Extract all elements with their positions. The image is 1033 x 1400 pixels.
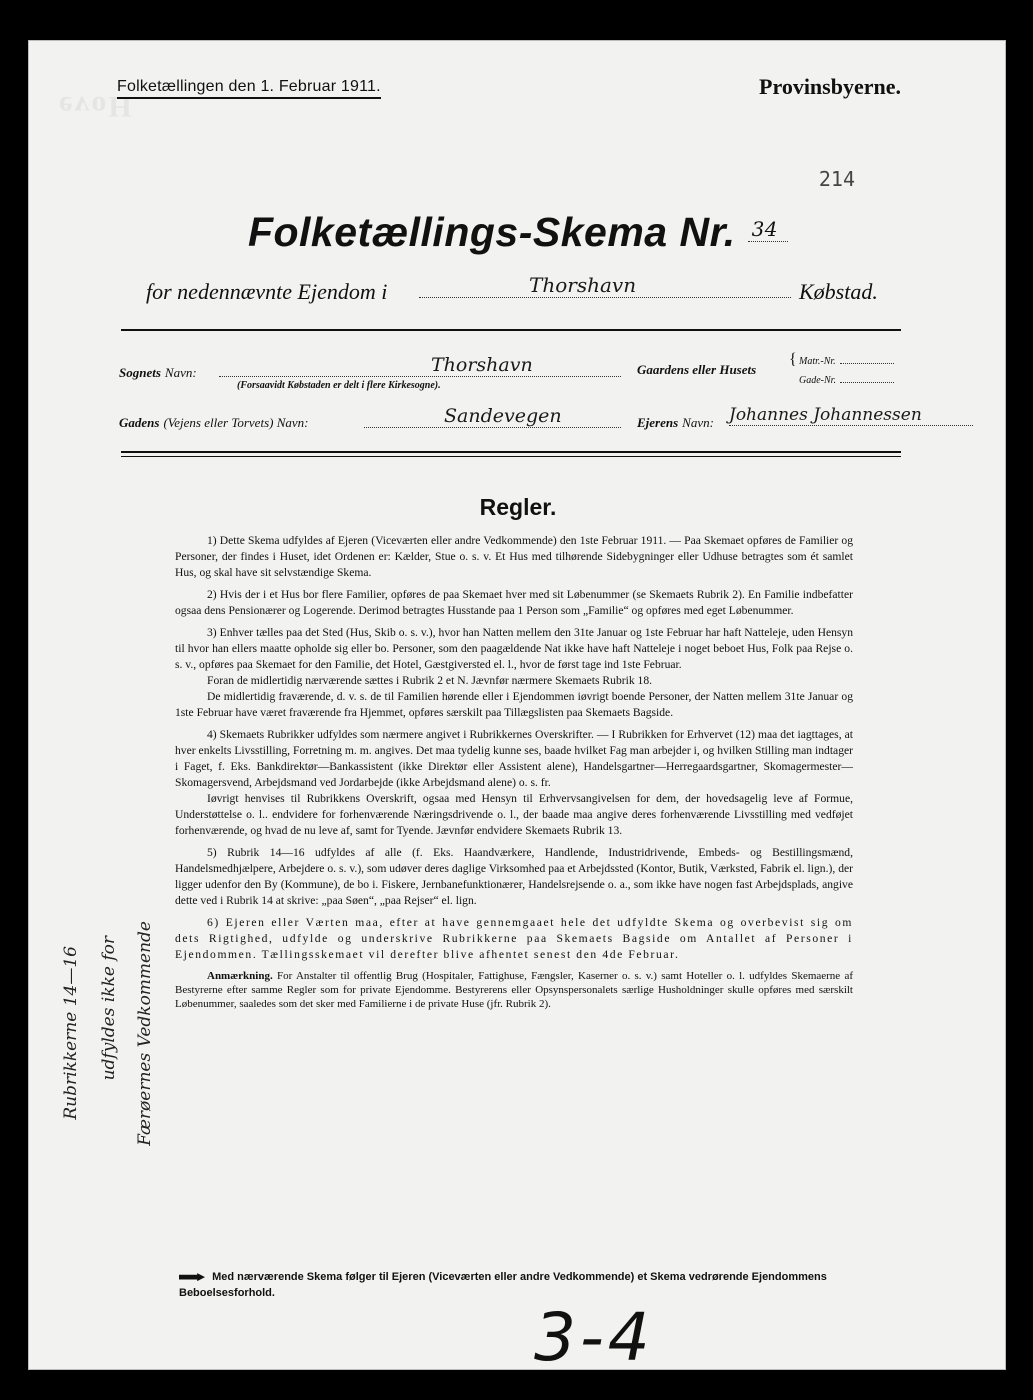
- street-label-a: Gadens: [119, 415, 160, 430]
- form-title: [29, 209, 1007, 256]
- remark-text: For Anstalter til offentlig Brug (Hospitaler, Fattighuse, Fængsler, Kaserner o. s. v.) samt Hoteller o. l. udfyldes Skemaerne af Bestyrerne efter samme Regler som for private Ejendomme. Bestyrerens eller Opsynspersonalets særlige Husholdninger skulle opføres med særskilt Løbenummer, saaledes som det sker med Familierne i de private Huse (jfr. Rubrik 2).: [175, 970, 854, 1010]
- street-row: [119, 414, 308, 432]
- property-location-suffix: Købstad.: [799, 279, 878, 304]
- rule-4-note: Iøvrigt henvises til Rubrikkens Overskrift, ogsaa med Hensyn til Erhvervsangivelsen for dem, der hovedsagelig leve af Formue, Understøttelse o. l.. endvidere for forhenværende Næringsdrivende o. l., der baade maa angive deres forhenværende Livsstilling med vedføjet forhenværende, og hvad de nu leve af, samt for Tyende. Jævnfør endvidere Skemaets Rubrik 13.: [175, 792, 853, 837]
- margin-note-line-1: Rubrikkerne 14—16: [61, 946, 81, 1120]
- footer-note: [179, 1269, 859, 1301]
- matr-row: [799, 351, 899, 369]
- street-value: Sandevegen: [364, 405, 621, 428]
- owner-value: Johannes Johannessen: [729, 405, 973, 426]
- rules-heading: Regler.: [479, 494, 557, 520]
- census-date-header: Folketællingen den 1. Februar 1911.: [117, 78, 381, 99]
- rule-1: 1) Dette Skema udfyldes af Ejeren (Viceværten eller andre Vedkommende) den 1ste Februar 1911. — Paa Skemaet opføres de Familier og Personer, der findes i Huset, idet Ordenen er: Kælder, Stue o. s. v. Et Hus med tilhørende Sidebygninger eller Udhuse betragtes som ét samlet Hus, og skal have sit selvstændige Skema.: [175, 534, 853, 579]
- footer-note-text: Med nærværende Skema følger til Ejeren (Viceværten eller andre Vedkommende) et Skema vedrørende Ejendommens Beboelsesforhold.: [179, 1271, 827, 1299]
- owner-field: [729, 405, 973, 426]
- parish-note: (Forsaavidt Købstaden er delt i flere Kirkesogne).: [237, 380, 441, 391]
- brace-icon: {: [789, 351, 797, 368]
- handwritten-number: 3-4: [534, 1299, 654, 1376]
- rule-6: 6) Ejeren eller Værten maa, efter at have gennemgaaet hele det udfyldte Skema og overbevist sig om dets Rigtighed, udfylde og underskrive Rubrikkerne paa Skemaets Bagside om Antallet af Personer i Ejendommen. Tællingsskemaet vil derefter blive afhentet senest den 4de Februar.: [175, 916, 853, 961]
- parish-label-b: Navn:: [164, 365, 197, 380]
- margin-note-line-3: Færøernes Vedkommende: [135, 921, 155, 1146]
- parish-label-a: Sognets: [119, 365, 161, 380]
- matr-field: [840, 363, 894, 364]
- region-header: Provinsbyerne.: [759, 74, 901, 99]
- rule-3-note-absent: De midlertidig fraværende, d. v. s. de til Familien hørende eller i Ejendommen iøvrigt boende Personer, der Natten mellem 31te Januar og 1ste Februar have været fraværende fra Hjemmet, opføres særskilt paa Tillægslisten paa Skemaets Bagside.: [175, 690, 853, 719]
- gade-field: [840, 382, 894, 383]
- rule-4: 4) Skemaets Rubrikker udfyldes som nærmere angivet i Rubrikkernes Overskrifter. — I Rubrikken for Erhvervet (12) maa det iagttages, at hver enkelts Livsstilling, Forretning m. m. angives. Det maa tydelig kunne ses, baade hvilket Fag man arbejder i, og hvilken Stilling man indtager i Faget, f. Eks. Bankdirektør—Bankassistent (ikke Direktør eller Assistent alene), Handelsgartner—Herregaardsgartner, Skomagermester—Skomagersvend, Arbejdsmand ved Jordarbejde (ikke Arbejdsmand alene) o. s. fr.: [175, 728, 853, 789]
- owner-row: [637, 414, 714, 432]
- town-value: Thorshavn: [419, 273, 791, 298]
- property-location-prefix: for nedennævnte Ejendom i: [146, 279, 388, 304]
- matr-label: Matr.-Nr.: [799, 356, 836, 367]
- owner-label-a: Ejerens: [637, 415, 679, 430]
- parish-field: [219, 354, 621, 377]
- street-label-b: (Vejens eller Torvets) Navn:: [163, 415, 309, 430]
- pointing-hand-icon: [179, 1273, 205, 1281]
- margin-note-line-2: udfyldes ikke for: [99, 936, 119, 1081]
- census-form-page: [28, 40, 1006, 1376]
- rule-3-note-present: Foran de midlertidig nærværende sættes i Rubrik 2 et N. Jævnfør nærmere Skemaets Rubrik 18.: [207, 674, 653, 687]
- mirrored-stamp-ghost: evoH: [59, 90, 134, 123]
- bottom-divider: [121, 451, 901, 453]
- bottom-divider-second-line: [121, 456, 901, 457]
- page-number: 214: [818, 167, 855, 191]
- parish-value: Thorshavn: [219, 354, 621, 377]
- town-field: [419, 273, 791, 298]
- parish-row: [119, 364, 197, 382]
- gade-row: [799, 370, 899, 388]
- owner-label-b: Navn:: [682, 415, 714, 430]
- street-field: [364, 405, 621, 428]
- remark-label: Anmærkning.: [207, 970, 273, 982]
- form-title-text: Folketællings-Skema Nr.: [247, 209, 736, 255]
- rule-5: 5) Rubrik 14—16 udfyldes af alle (f. Eks. Haandværkere, Handlende, Industridrivende, Embeds- og Bestillingsmænd, Handelsmedhjælpere, Arbejdere o. s. v.), som udøver deres daglige Virksomhed paa et Arbejdssted (Kontor, Butik, Værksted, Fabrik el. lign.), der ligger udenfor den By (Kommune), de bo i. Fiskere, Jernbanefunktionærer, Handelsrejsende o. a., som ikke have nogen fast Arbejdsplads, angive dette ved i Rubrik 14 at skrive: „paa Søen“, „paa Rejser“ el. lign.: [175, 846, 853, 907]
- gade-label: Gade-Nr.: [799, 375, 836, 386]
- rule-3: 3) Enhver tælles paa det Sted (Hus, Skib o. s. v.), hvor han Natten mellem den 31te Januar og 1ste Februar har haft Natteleje, uden Hensyn til hvor han ellers maatte opholde sig eller bo. Personer, som den paagældende Nat ikke have haft Natteleje i noget beboet Hus, Folk paa Rejse o. s. v., opføres paa Skemaet for den Familie, det Hotel, Gæstgiversted el. l., hvor de først tage ind 1ste Februar.: [175, 626, 853, 671]
- remark: [175, 969, 853, 1011]
- farm-house-label: Gaardens eller Husets: [637, 362, 757, 377]
- rule-2: 2) Hvis der i et Hus bor flere Familier, opføres de paa Skemaet hver med sit Løbenummer (se Skemaets Rubrik 2). En Familie indbefatter ogsaa dens Pensionærer og Logerende. Derimod betragtes Husstande paa 1 Person som „Familie“ og opføres med eget Løbenummer.: [175, 588, 853, 617]
- rules-body: [175, 533, 853, 1017]
- top-divider: [121, 329, 901, 331]
- form-number-value: 34: [748, 217, 788, 242]
